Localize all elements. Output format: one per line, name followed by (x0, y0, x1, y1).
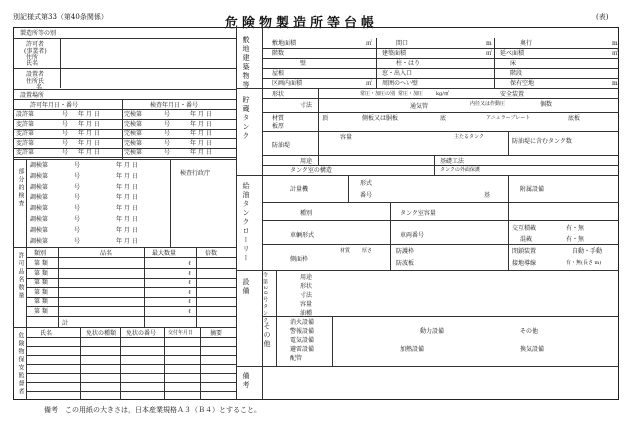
partial-row-num: 号 (74, 226, 81, 234)
piping-label: 配管 (290, 355, 303, 362)
unit-m2-d: ㎡ (366, 80, 373, 87)
partial-row-date: 年 月 日 (116, 172, 138, 180)
depth-label: 奥行 (520, 40, 533, 47)
partial-row-label: 調検第 (30, 226, 49, 234)
max-qty-header: 最大数量 (152, 250, 177, 257)
item-row-class: 第 類 (34, 260, 48, 267)
inspect-row-num: 号 (164, 111, 171, 118)
left-panel-divider (236, 27, 237, 400)
ground-value: 有・無(長さ m) (566, 260, 602, 266)
plate-label: 板厚 (272, 123, 285, 130)
lightning-label: 避雷設備 (290, 346, 315, 353)
item-row-class: 第 類 (34, 279, 48, 286)
bldg-area-label: 建築面積 (382, 50, 407, 57)
permit-row-num: 号 (62, 111, 69, 118)
ratio-header: 倍数 (205, 250, 218, 257)
section-building-label: 敷地建築物等 (242, 36, 250, 90)
partial-row-label: 調検第 (30, 194, 49, 202)
permit-row-label: 変許第 (16, 120, 35, 128)
inspect-row-date: 年 月 日 (190, 130, 212, 138)
permit-date-header: 許可年月日・番号 (30, 102, 79, 109)
name-label: 氏名 (26, 60, 39, 67)
equip-dim-label: 寸法 (300, 292, 313, 299)
kind-label: 種別 (300, 210, 313, 217)
permit-row-num: 号 (62, 149, 69, 157)
equip-usage-label: 用途 (300, 274, 313, 281)
partial-row-date: 年 月 日 (116, 162, 138, 169)
inspect-row-label: 完検第 (124, 111, 143, 118)
inspect-row-label: 完検第 (124, 130, 143, 138)
dimension-label: 寸法 (300, 102, 313, 109)
outside-tank-label: 主たるタンク (454, 134, 484, 140)
ground-label: 接地導線 (512, 260, 537, 267)
total-area-label: 延べ面積 (500, 50, 525, 57)
item-row-unit: ℓ (188, 279, 191, 286)
pressure-normal-label: 常圧・加圧の別 (360, 91, 396, 97)
license-no-header: 免状の番号 (126, 330, 157, 337)
permit-row-date: 年 月 日 (78, 111, 100, 118)
protection-label: 防油堤 (272, 142, 291, 149)
inspect-row-label: 完検第 (124, 120, 143, 128)
floors-label: 階数 (272, 50, 285, 57)
permit-items-label: 許可品名数量 (17, 252, 24, 300)
loading-label: 混載 (520, 236, 533, 243)
partial-row-date: 年 月 日 (116, 237, 138, 245)
model-label: 形式 (360, 180, 373, 187)
dike-tank-label: 防油堤に含むタンク数 (512, 138, 572, 145)
roof-label: 屋根 (272, 70, 285, 77)
safety-label: 安全装置 (500, 91, 525, 98)
other-label: その他 (263, 322, 271, 349)
partial-row-date: 年 月 日 (116, 183, 138, 191)
surround-label: 周囲のへい壁 (382, 80, 419, 87)
annular-label: アニュラープレート (486, 115, 531, 121)
installer-address-label: 住所氏 (26, 78, 45, 85)
bottom-plate-label: 底板 (568, 115, 581, 122)
side-plate-label: 側板又は胴板 (362, 115, 399, 122)
unit-m2-c: ㎡ (612, 50, 619, 57)
side-label: (表) (596, 13, 609, 21)
remarks-label: 備考 (242, 372, 250, 390)
permit-row-label: 変許第 (16, 149, 35, 157)
section-equip-label: 設備 (242, 278, 250, 296)
partial-inspection-label: 部分的検査 (17, 168, 24, 208)
footer-note: 備考 この用紙の大きさは，日本産業規格Ａ３（Ｂ４）とすること。 (44, 406, 261, 414)
unit-m-b: m (612, 40, 618, 47)
thick-label: 厚さ (362, 248, 373, 254)
inspect-row-label: 完検第 (124, 149, 143, 157)
permit-row-num: 号 (62, 120, 69, 128)
partial-row-num: 号 (74, 205, 81, 213)
partial-row-num: 号 (74, 216, 81, 223)
num20-tank-label: 令第20号タンク (262, 272, 268, 325)
inspect-row-num: 号 (164, 149, 171, 157)
partial-row-date: 年 月 日 (116, 194, 138, 202)
count-label: 個数 (540, 101, 553, 108)
tank-protection-label: タンクの外面保護 (440, 167, 480, 173)
vehicle-no-label: 車両番号 (400, 232, 425, 239)
item-row-unit: ℓ (188, 298, 191, 305)
item-row-class: 第 類 (34, 288, 48, 296)
page-title: 危険物製造所等台帳 (225, 16, 379, 31)
traffic-yesno: 有・無 (566, 225, 585, 232)
vehicle-type-label: 車輌形式 (290, 232, 315, 239)
unit-m2-a: ㎡ (366, 40, 373, 47)
partial-row-label: 調検第 (30, 205, 49, 213)
form-number: 別記様式第33（第40条関係） (13, 13, 108, 21)
electric-label: 電気設備 (290, 337, 315, 344)
permit-row-date: 年 月 日 (78, 130, 100, 138)
number-label: 番号 (360, 192, 373, 199)
partial-row-label: 調検第 (30, 162, 49, 169)
top-label: 頂 (322, 115, 329, 122)
partial-row-date: 年 月 日 (116, 216, 138, 223)
protect-frame-label: 防護枠 (396, 248, 415, 255)
pump-label: 動力設備 (420, 328, 445, 335)
group-label: 基 (484, 192, 491, 199)
window-label: 窓・出入口 (382, 70, 413, 77)
item-header: 品名 (100, 250, 113, 257)
site-area-label: 敷地面積 (272, 40, 297, 47)
loading-yesno: 有・無 (566, 236, 585, 243)
alarm-label: 警報設備 (290, 328, 315, 335)
partial-row-date: 年 月 日 (116, 205, 138, 213)
fire-label: 消火設備 (290, 319, 315, 326)
item-row-unit: ℓ (188, 260, 191, 267)
pressure-type-value: 常圧・加圧 (398, 91, 424, 97)
side-frame-label: 側面枠 (290, 256, 309, 263)
permit-row-label: 変許第 (16, 139, 35, 147)
stairs-label: 階段 (510, 70, 523, 77)
partial-row-label: 調検第 (30, 172, 49, 180)
inspect-row-date: 年 月 日 (190, 120, 212, 128)
install-place-label: 設置場所 (20, 92, 45, 99)
partial-row-label: 調検第 (30, 237, 49, 245)
class-header: 類別 (34, 250, 47, 257)
installer-name-label: 名 (36, 84, 43, 91)
partial-row-date: 年 月 日 (116, 226, 138, 234)
total-label: 計 (62, 320, 69, 327)
exhaust-label: 換気設備 (520, 346, 545, 353)
inspect-row-date: 年 月 日 (190, 149, 212, 157)
inspector-label: 検査行政庁 (180, 170, 211, 177)
heater-label: 加熱設備 (400, 346, 425, 353)
inspect-row-label: 完検第 (124, 139, 143, 147)
other-eq-label: その他 (520, 328, 539, 335)
section-tank-label: 貯蔵タンク (242, 96, 250, 141)
tank-structure-label: タンク室の構造 (290, 167, 332, 174)
ventilation-label: 通気管 (410, 103, 429, 110)
facility-type-label: 製造所等の別 (20, 30, 57, 37)
item-row-class: 第 類 (34, 307, 48, 315)
partial-row-num: 号 (74, 172, 81, 180)
material-label: 材質 (272, 115, 285, 122)
equip-kind-label: 油種 (300, 310, 313, 317)
equip-shape-label: 形状 (300, 283, 313, 290)
frame-material-label: 材質 (340, 248, 351, 254)
partial-row-num: 号 (74, 183, 81, 191)
equip-cap-label: 容量 (300, 301, 313, 308)
permit-row-num: 号 (62, 139, 69, 147)
outer-panel-label: 防波板 (396, 260, 415, 267)
bottom-label: 底 (440, 115, 447, 122)
permit-row-date: 年 月 日 (78, 139, 100, 147)
item-row-unit: ℓ (188, 269, 191, 277)
inspect-row-num: 号 (164, 120, 171, 128)
section-tanker-label: 給油タンクローリー (242, 182, 250, 263)
capacity-label: 容量 (340, 134, 353, 141)
inspect-row-date: 年 月 日 (190, 111, 212, 118)
auto-manual-value: 自動・手動 (572, 248, 603, 255)
usage-label: 用途 (300, 158, 313, 165)
permit-row-label: 変許第 (16, 130, 35, 138)
permit-holder-label: 許可者 (26, 41, 45, 48)
inspect-row-date: 年 月 日 (190, 139, 212, 147)
area-section-label: 区画内面積 (272, 80, 303, 87)
owner-label: (事業者) (24, 48, 47, 55)
staff-name-header: 氏名 (40, 330, 53, 337)
shape-label: 形状 (272, 91, 285, 98)
wall-label: 壁 (300, 60, 307, 67)
tank-room-label: タンク室容量 (400, 210, 436, 217)
pillar-label: 柱・はり (396, 60, 421, 67)
gauge-label: 計量機 (290, 186, 309, 193)
floor-label: 床 (510, 60, 517, 67)
date-header: 交付年月日 (168, 330, 194, 336)
permit-row-label: 設許第 (16, 111, 35, 118)
traffic-label: 交互積載 (512, 225, 537, 232)
inspect-date-header: 検査年月日・番号 (150, 102, 199, 109)
item-row-unit: ℓ (188, 307, 191, 315)
foundation-label: 基礎工法 (440, 158, 465, 165)
frontage-label: 間口 (396, 40, 409, 47)
unit-m-a: m (486, 40, 492, 47)
item-row-unit: ℓ (188, 288, 191, 296)
hazard-staff-label: 危険物保安監督者 (17, 332, 24, 396)
partial-row-num: 号 (74, 162, 81, 169)
license-type-header: 免状の種類 (86, 330, 117, 337)
permit-row-date: 年 月 日 (78, 149, 100, 157)
permit-row-date: 年 月 日 (78, 120, 100, 128)
holding-space-label: 保有空地 (510, 80, 535, 87)
partial-row-label: 調検第 (30, 216, 49, 223)
address-label: 住所 (26, 54, 39, 61)
permit-row-num: 号 (62, 130, 69, 138)
item-row-class: 第 類 (34, 298, 48, 305)
unit-m2-b: ㎡ (486, 50, 493, 57)
installer-label: 設置者 (26, 71, 45, 78)
inspect-row-num: 号 (164, 130, 171, 138)
partial-row-label: 調検第 (30, 183, 49, 191)
attachment-label: 附属設備 (520, 186, 545, 193)
note-header: 摘要 (210, 330, 223, 337)
closing-device-label: 閉鎖装置 (512, 248, 537, 255)
partial-row-num: 号 (74, 194, 81, 202)
partial-row-num: 号 (74, 237, 81, 245)
inner-pressure-label: 内径又は作動圧 (470, 101, 506, 107)
unit-m-c: m (612, 80, 618, 87)
kgcm-unit: kg/㎠ (436, 91, 449, 97)
item-row-class: 第 類 (34, 269, 48, 277)
inspect-row-num: 号 (164, 139, 171, 147)
